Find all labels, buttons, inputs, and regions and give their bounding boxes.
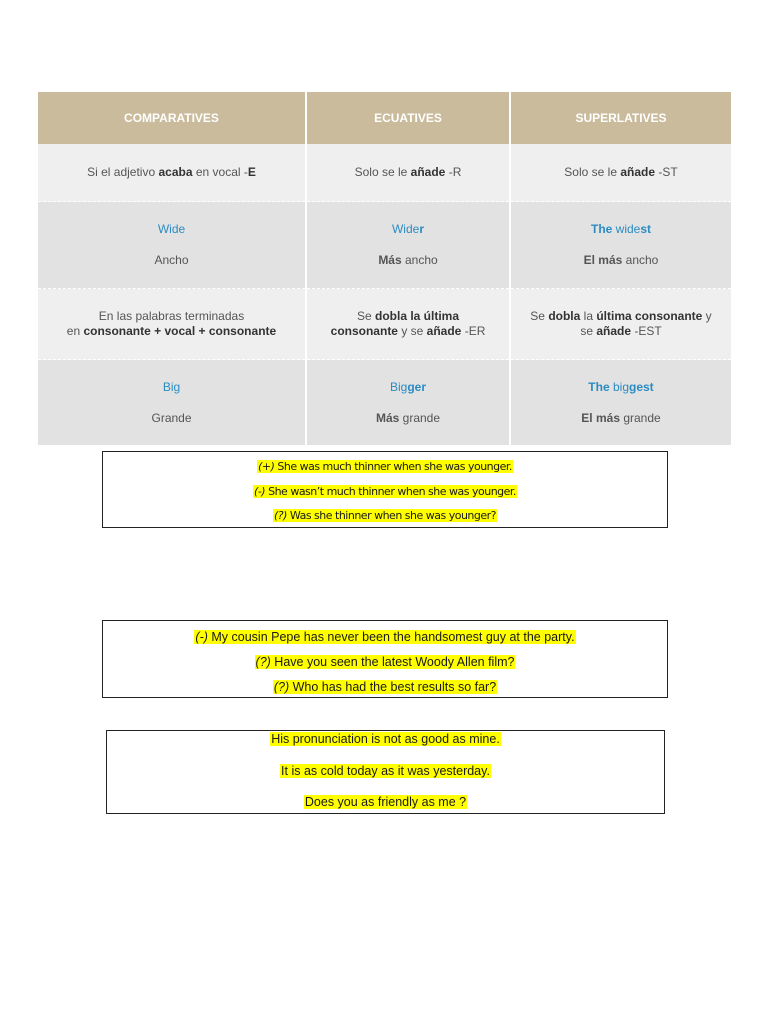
grammar-table: [38, 92, 731, 445]
example-box-comparatives: [102, 451, 668, 528]
table-row: [38, 144, 731, 202]
table-row: [38, 202, 731, 289]
example-cell-comparatives: Wide Ancho: [38, 202, 306, 289]
header-comparatives: COMPARATIVES: [38, 92, 306, 144]
rule-cell-ecuatives: Se dobla la última consonante y se añade -ER: [306, 289, 510, 360]
example-cell-ecuatives: Wider Más ancho: [306, 202, 510, 289]
example-sentence: (?) Who has had the best results so far?: [273, 680, 497, 694]
table-row: [38, 360, 731, 446]
example-sentence: (+) She was much thinner when she was younger.: [258, 460, 512, 473]
example-sentence: (?) Have you seen the latest Woody Allen film?: [255, 655, 515, 669]
example-cell-superlatives: The biggest El más grande: [510, 360, 731, 446]
rule-cell-ecuatives: Solo se le añade -R: [306, 144, 510, 202]
rule-cell-superlatives: Se dobla la última consonante y se añade -EST: [510, 289, 731, 360]
example-cell-comparatives: Big Grande: [38, 360, 306, 446]
example-sentence: It is as cold today as it was yesterday.: [281, 764, 490, 778]
rule-cell-comparatives: Si el adjetivo acaba en vocal -E: [38, 144, 306, 202]
example-sentence: (-) She wasn’t much thinner when she was younger.: [254, 485, 516, 498]
rule-cell-superlatives: Solo se le añade -ST: [510, 144, 731, 202]
rule-cell-comparatives: En las palabras terminadas en consonante + vocal + consonante: [38, 289, 306, 360]
example-box-ecuatives: [106, 730, 665, 814]
example-sentence: (-) My cousin Pepe has never been the handsomest guy at the party.: [195, 630, 575, 644]
example-box-superlatives: [102, 620, 668, 698]
example-sentence: His pronunciation is not as good as mine.: [271, 732, 500, 746]
example-cell-ecuatives: Bigger Más grande: [306, 360, 510, 446]
header-ecuatives: ECUATIVES: [306, 92, 510, 144]
header-superlatives: SUPERLATIVES: [510, 92, 731, 144]
table-row: [38, 289, 731, 360]
example-sentence: Does you as friendly as me ?: [304, 795, 467, 809]
table-header-row: [38, 92, 731, 144]
example-cell-superlatives: The widest El más ancho: [510, 202, 731, 289]
example-sentence: (?) Was she thinner when she was younger?: [273, 509, 497, 522]
